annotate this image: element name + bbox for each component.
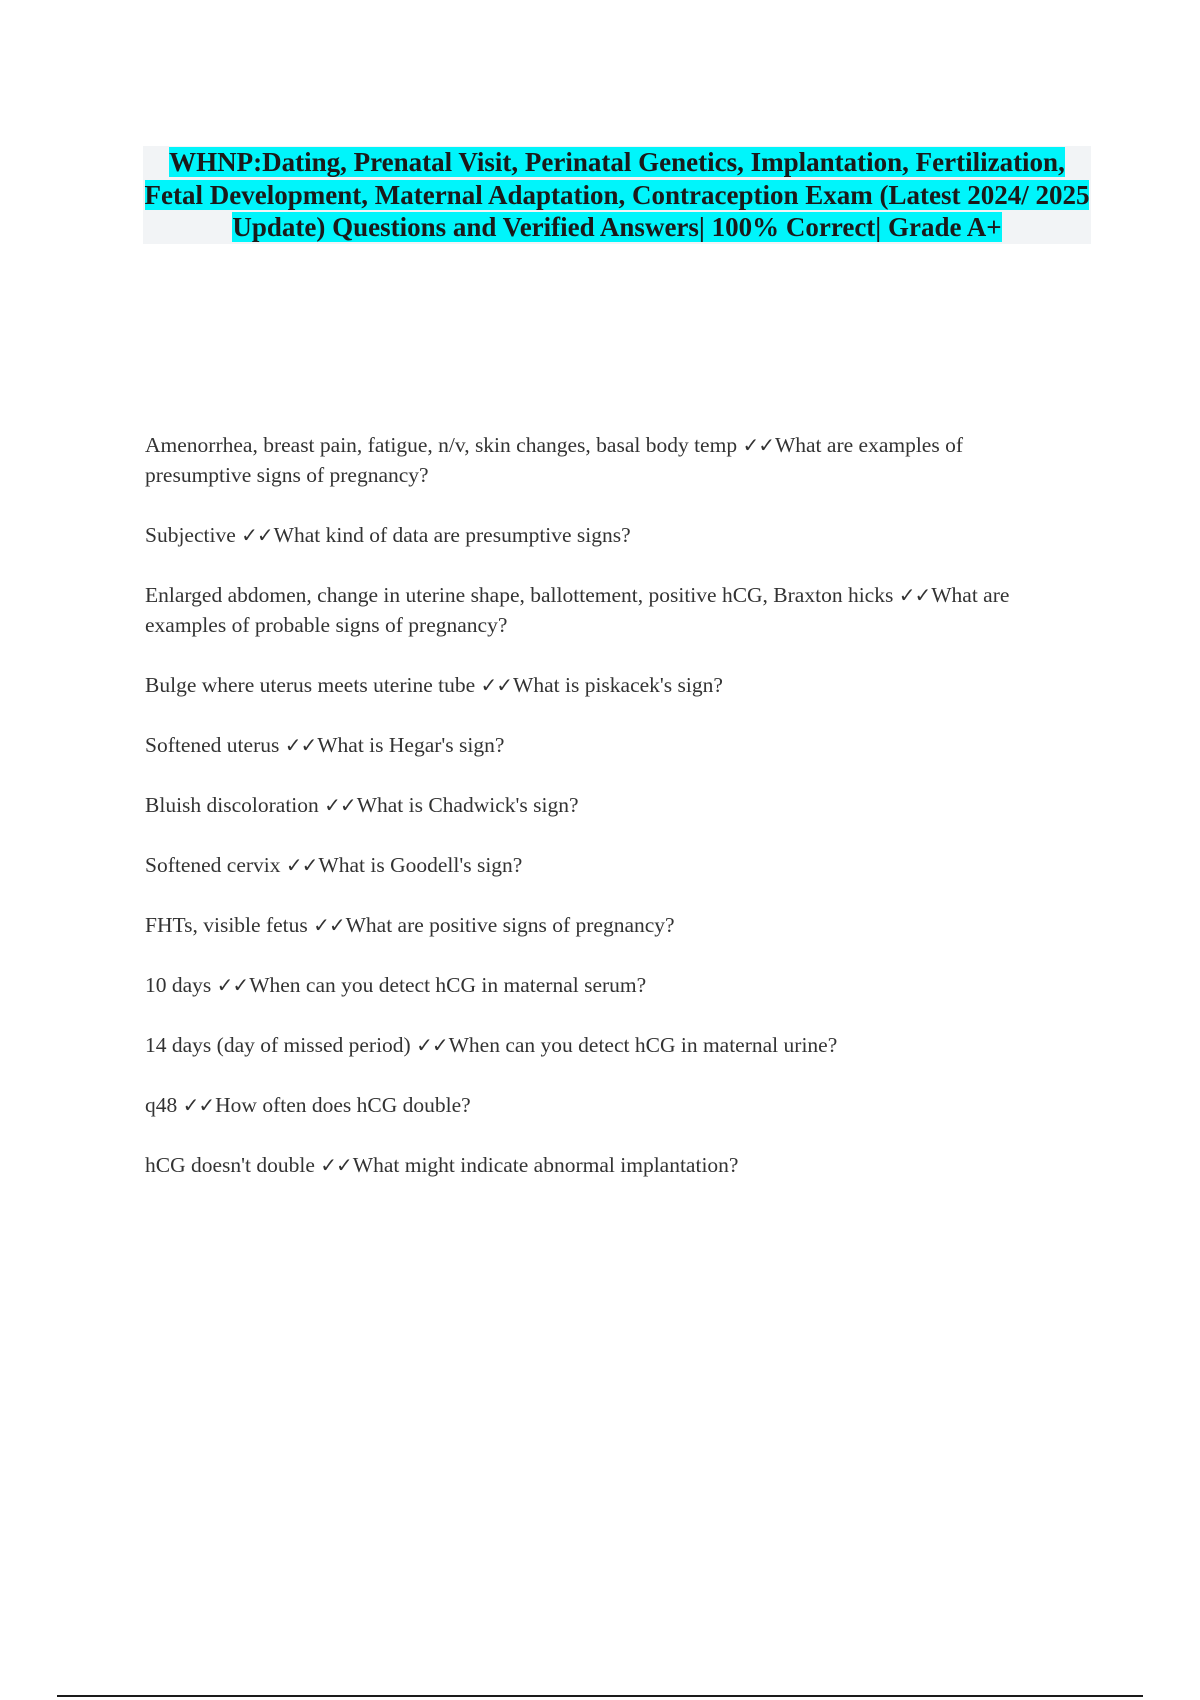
check-mark-icon: ✓✓ xyxy=(416,1033,448,1057)
check-mark-icon: ✓✓ xyxy=(241,523,273,547)
check-mark-icon: ✓✓ xyxy=(284,733,317,757)
qa-item xyxy=(145,670,1025,700)
qa-item xyxy=(145,970,1025,1000)
question-text: How often does hCG double? xyxy=(215,1093,471,1117)
title-block xyxy=(143,146,1091,244)
qa-item xyxy=(145,1090,1025,1120)
question-text: What is Goodell's sign? xyxy=(318,853,523,877)
document-title xyxy=(143,146,1091,244)
answer-text: Softened cervix xyxy=(145,853,281,877)
answer-text: Bulge where uterus meets uterine tube xyxy=(145,673,476,697)
question-text: What is Chadwick's sign? xyxy=(356,793,579,817)
qa-item xyxy=(145,910,1025,940)
qa-item xyxy=(145,850,1025,880)
question-text: When can you detect hCG in maternal serum? xyxy=(249,973,647,997)
check-mark-icon: ✓✓ xyxy=(324,793,356,817)
check-mark-icon: ✓✓ xyxy=(216,973,249,997)
qa-list xyxy=(145,430,1025,1210)
answer-text: Subjective xyxy=(145,523,236,547)
answer-text: 14 days (day of missed period) xyxy=(145,1033,411,1057)
check-mark-icon: ✓✓ xyxy=(285,853,318,877)
footer-divider xyxy=(57,1695,1143,1697)
answer-text: Softened uterus xyxy=(145,733,280,757)
check-mark-icon: ✓✓ xyxy=(182,1093,215,1117)
check-mark-icon: ✓✓ xyxy=(480,673,513,697)
question-text: What are positive signs of pregnancy? xyxy=(345,913,675,937)
answer-text: Bluish discoloration xyxy=(145,793,319,817)
qa-item xyxy=(145,520,1025,550)
question-text: What is Hegar's sign? xyxy=(317,733,505,757)
qa-item xyxy=(145,430,1025,490)
question-text: What are examples of presumptive signs of pregnancy? xyxy=(145,433,963,487)
answer-text: hCG doesn't double xyxy=(145,1153,315,1177)
qa-item xyxy=(145,790,1025,820)
qa-item xyxy=(145,1150,1025,1180)
question-text: What kind of data are presumptive signs? xyxy=(273,523,631,547)
qa-item xyxy=(145,730,1025,760)
qa-item xyxy=(145,580,1025,640)
check-mark-icon: ✓✓ xyxy=(898,583,931,607)
answer-text: Amenorrhea, breast pain, fatigue, n/v, skin changes, basal body temp xyxy=(145,433,738,457)
question-text: When can you detect hCG in maternal urine? xyxy=(448,1033,838,1057)
question-text: What is piskacek's sign? xyxy=(513,673,723,697)
answer-text: FHTs, visible fetus xyxy=(145,913,308,937)
qa-item xyxy=(145,1030,1025,1060)
answer-text: Enlarged abdomen, change in uterine shape, ballottement, positive hCG, Braxton hicks xyxy=(145,583,894,607)
check-mark-icon: ✓✓ xyxy=(320,1153,352,1177)
check-mark-icon: ✓✓ xyxy=(313,913,345,937)
answer-text: q48 xyxy=(145,1093,178,1117)
question-text: What might indicate abnormal implantation? xyxy=(352,1153,739,1177)
question-text: What are examples of probable signs of pregnancy? xyxy=(145,583,1010,637)
answer-text: 10 days xyxy=(145,973,212,997)
check-mark-icon: ✓✓ xyxy=(742,433,774,457)
document-title-text: WHNP:Dating, Prenatal Visit, Perinatal Genetics, Implantation, Fertilization, Fetal Development, Maternal Adaptation, Contraception Exam (Latest 2024/ 2025 Update) Questions and Verified Answers| 100% Correct| Grade A+ xyxy=(144,147,1090,242)
